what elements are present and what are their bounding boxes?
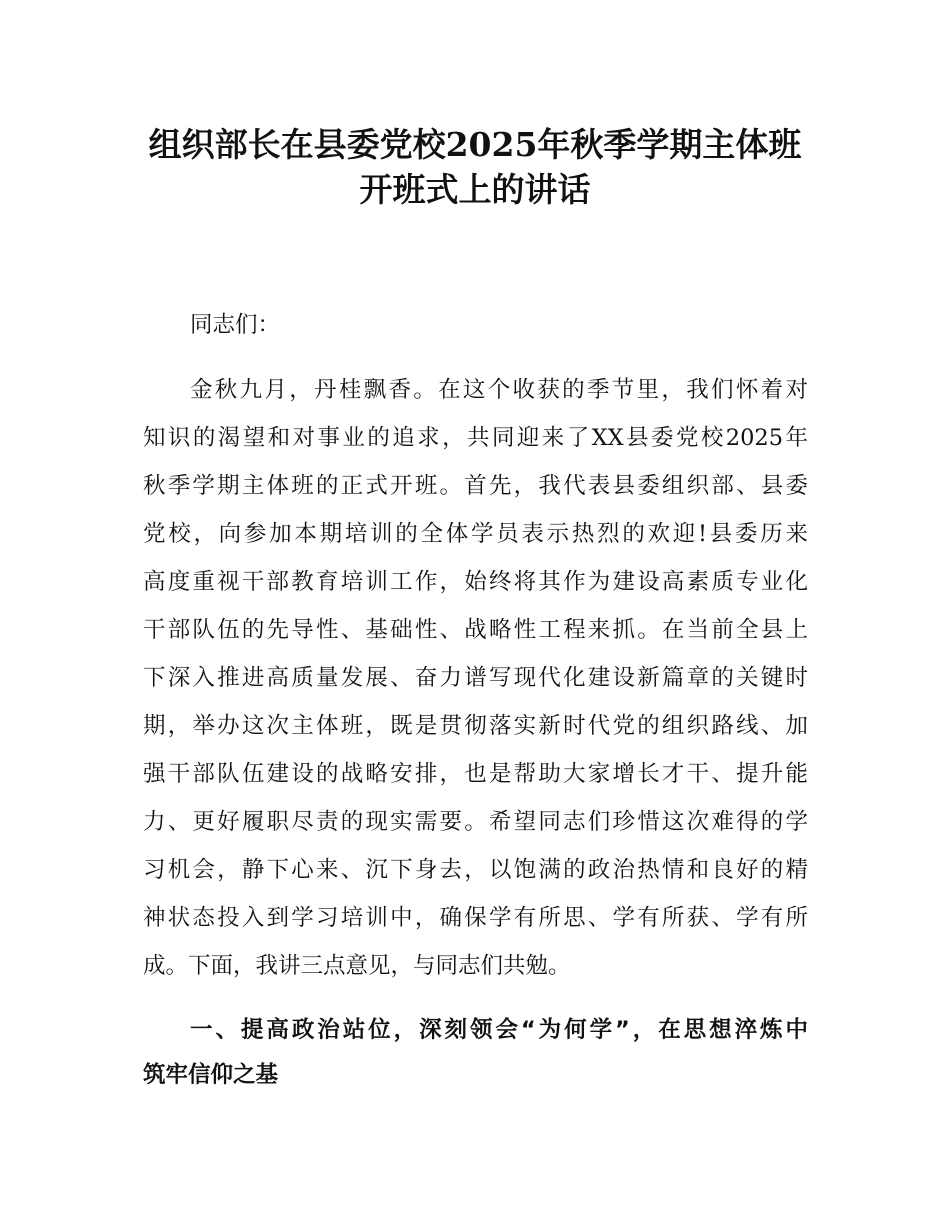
paragraph-line: 金秋九月，丹桂飘香。在这个收获的季节里，我们怀着对	[190, 377, 808, 403]
paragraph-line: 习机会，静下心来、沉下身去，以饱满的政治热情和良好的精	[143, 857, 808, 883]
paragraph-line: 成。下面，我讲三点意见，与同志们共勉。	[143, 953, 571, 979]
section-heading-1-line-1: 一、提高政治站位，深刻领会“为何学”，在思想淬炼中	[190, 1017, 808, 1043]
paragraph-line: 高度重视干部教育培训工作，始终将其作为建设高素质专业化	[143, 569, 808, 595]
paragraph-line: 强干部队伍建设的战略安排，也是帮助大家增长才干、提升能	[143, 761, 808, 787]
document-title-line-1: 组织部长在县委党校2025年秋季学期主体班	[148, 125, 802, 164]
paragraph-line: 力、更好履职尽责的现实需要。希望同志们珍惜这次难得的学	[143, 809, 808, 835]
paragraph-line: 党校，向参加本期培训的全体学员表示热烈的欢迎!县委历来	[143, 521, 808, 547]
paragraph-line: 秋季学期主体班的正式开班。首先，我代表县委组织部、县委	[143, 473, 808, 499]
paragraph-line: 神状态投入到学习培训中，确保学有所思、学有所获、学有所	[143, 905, 808, 931]
document-title-line-2: 开班式上的讲话	[359, 170, 591, 209]
section-heading-1-line-2: 筑牢信仰之基	[143, 1062, 279, 1088]
paragraph-line: 下深入推进高质量发展、奋力谱写现代化建设新篇章的关键时	[143, 665, 808, 691]
paragraph-line: 期，举办这次主体班，既是贯彻落实新时代党的组织路线、加	[143, 713, 808, 739]
salutation: 同志们：	[190, 312, 281, 338]
paragraph-line: 知识的渴望和对事业的追求，共同迎来了XX县委党校2025年	[143, 425, 808, 451]
paragraph-line: 干部队伍的先导性、基础性、战略性工程来抓。在当前全县上	[143, 617, 808, 643]
